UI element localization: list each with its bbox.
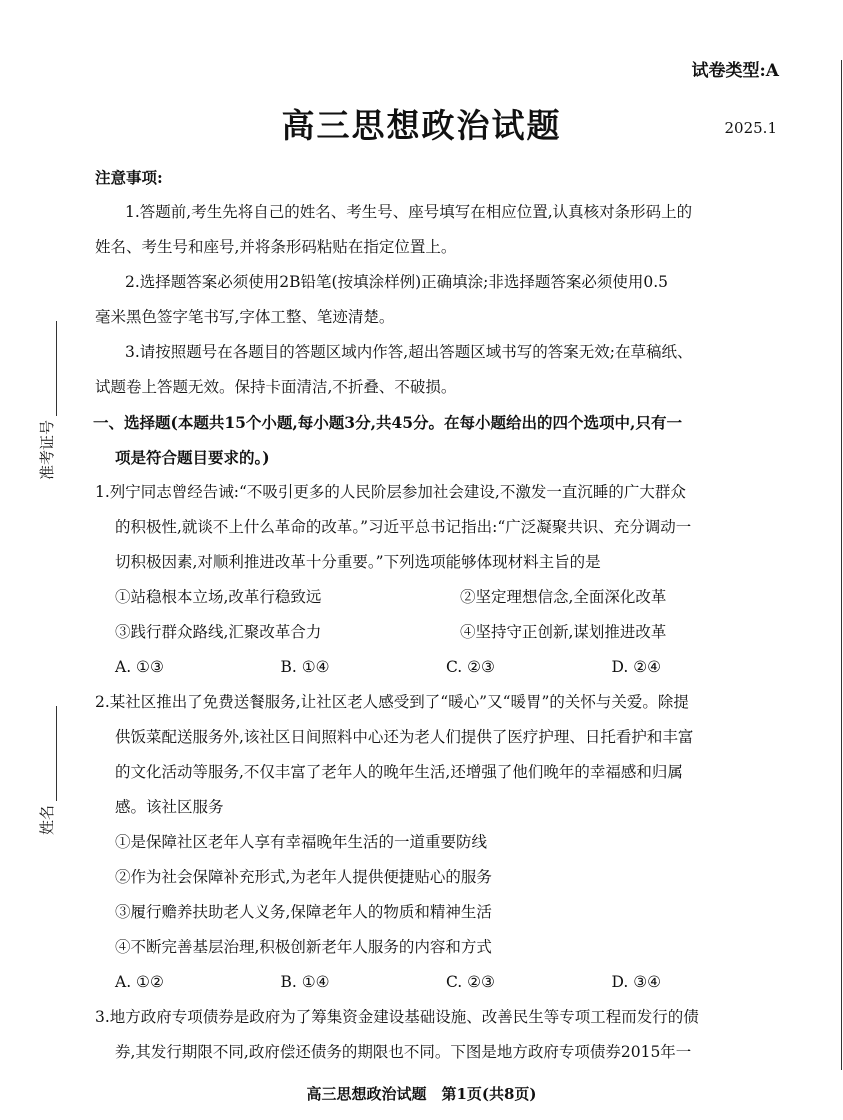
- q2-statement-1: ①是保障社区老年人享有幸福晚年生活的一道重要防线: [115, 833, 488, 851]
- section-heading-line-2: 项是符合题目要求的。): [115, 448, 270, 467]
- note-2-line-2: 毫米黑色签字笔书写,字体工整、笔迹清楚。: [95, 308, 395, 326]
- q2-stem-line-4: 感。该社区服务: [115, 798, 224, 816]
- exam-content: [95, 160, 777, 1070]
- q1-option-c[interactable]: C. ②③: [446, 658, 495, 676]
- q2-statement-3: ③履行赡养扶助老人义务,保障老年人的物质和精神生活: [115, 903, 492, 921]
- exam-title: 高三思想政治试题: [281, 106, 562, 145]
- q2-option-a[interactable]: A. ①②: [115, 973, 164, 991]
- name-label: 姓名: [38, 804, 56, 835]
- q3-stem-line-1: 3.地方政府专项债券是政府为了筹集资金建设基础设施、改善民生等专项工程而发行的债: [95, 1008, 699, 1026]
- notes-heading: 注意事项:: [95, 168, 163, 187]
- q3-stem-line-2: 券,其发行期限不同,政府偿还债务的期限也不同。下图是地方政府专项债券2015年一: [115, 1043, 692, 1061]
- q2-statement-2: ②作为社会保障补充形式,为老年人提供便捷贴心的服务: [115, 868, 492, 886]
- q2-statement-4: ④不断完善基层治理,积极创新老年人服务的内容和方式: [115, 938, 492, 956]
- exam-date: 2025.1: [724, 119, 777, 137]
- q1-stem-line-1: 1.列宁同志曾经告诫:“不吸引更多的人民阶层参加社会建设,不激发一直沉睡的广大群众: [95, 483, 686, 501]
- exam-id-blank[interactable]: [42, 321, 57, 416]
- q2-stem-line-1: 2.某社区推出了免费送餐服务,让社区老人感受到了“暖心”又“暖胃”的关怀与关爱。除提: [95, 693, 689, 711]
- q1-option-b[interactable]: B. ①④: [280, 658, 330, 676]
- q2-option-b[interactable]: B. ①④: [280, 973, 330, 991]
- q1-stem-line-2: 的积极性,就谈不上什么革命的改革。”习近平总书记指出:“广泛凝聚共识、充分调动一: [115, 518, 692, 536]
- note-1-line-2: 姓名、考生号和座号,并将条形码粘贴在指定位置上。: [95, 238, 457, 256]
- note-2-line-1: 2.选择题答案必须使用2B铅笔(按填涂样例)正确填涂;非选择题答案必须使用0.5: [125, 273, 669, 291]
- exam-id-label: 准考证号: [38, 419, 56, 480]
- binding-line: [841, 60, 842, 1070]
- q1-options: [95, 650, 777, 685]
- q1-stem-line-3: 切积极因素,对顺利推进改革十分重要。”下列选项能够体现材料主旨的是: [115, 553, 601, 571]
- q1-option-d[interactable]: D. ②④: [611, 658, 662, 676]
- page-footer: 高三思想政治试题 第1页(共8页): [306, 1085, 537, 1103]
- q2-option-d[interactable]: D. ③④: [611, 973, 662, 991]
- q2-stem-line-3: 的文化活动等服务,不仅丰富了老年人的晚年生活,还增强了他们晚年的幸福感和归属: [115, 763, 683, 781]
- note-1-line-1: 1.答题前,考生先将自己的姓名、考生号、座号填写在相应位置,认真核对条形码上的: [125, 203, 693, 221]
- q2-option-c[interactable]: C. ②③: [446, 973, 495, 991]
- section-heading-line-1: 一、选择题(本题共15个小题,每小题3分,共45分。在每小题给出的四个选项中,只有一: [93, 413, 682, 432]
- q1-statements-row-2: [95, 615, 777, 650]
- q1-statement-1: ①站稳根本立场,改革行稳致远: [115, 588, 322, 606]
- q1-statement-2: ②坚定理想信念,全面深化改革: [460, 588, 667, 606]
- q2-stem-line-2: 供饭菜配送服务外,该社区日间照料中心还为老人们提供了医疗护理、日托看护和丰富: [115, 728, 694, 746]
- q1-option-a[interactable]: A. ①③: [115, 658, 164, 676]
- name-field: [36, 706, 57, 835]
- q2-options: [95, 965, 777, 1000]
- name-blank[interactable]: [42, 706, 57, 801]
- note-3-line-2: 试题卷上答题无效。保持卡面清洁,不折叠、不破损。: [95, 378, 457, 396]
- q1-statements-row-1: [95, 580, 777, 615]
- exam-id-field: [36, 321, 57, 480]
- note-3-line-1: 3.请按照题号在各题目的答题区域内作答,超出答题区域书写的答案无效;在草稿纸、: [125, 343, 693, 361]
- paper-type-label: 试卷类型:A: [691, 61, 779, 81]
- q1-statement-3: ③践行群众路线,汇聚改革合力: [115, 623, 322, 641]
- q1-statement-4: ④坚持守正创新,谋划推进改革: [460, 623, 667, 641]
